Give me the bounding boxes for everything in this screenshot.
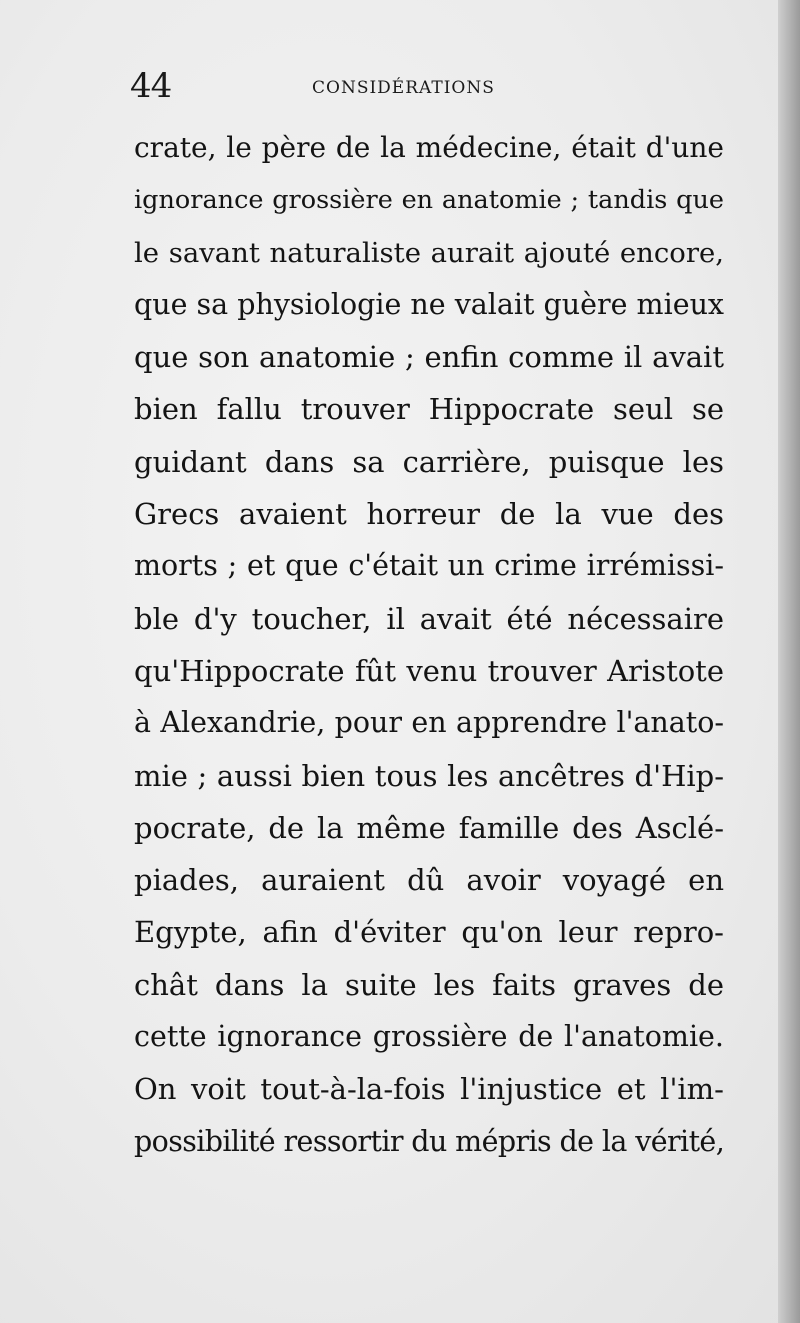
page-edge-shadow [778,0,800,1323]
text-line: piades, auraient dû avoir voyagé en [134,863,724,898]
body-text [134,122,724,1168]
text-line: morts ; et que c'était un crime irrémissi- [134,549,724,583]
text-line: ignorance grossière en anatomie ; tandis que [134,185,724,216]
running-head: CONSIDÉRATIONS [312,78,495,98]
text-line: que son anatomie ; enfin comme il avait [134,340,724,375]
text-line: que sa physiologie ne valait guère mieux [134,287,724,321]
text-line: le savant naturaliste aurait ajouté encore, [134,236,724,269]
text-line: guidant dans sa carrière, puisque les [134,444,724,479]
text-line: à Alexandrie, pour en apprendre l'anato- [134,706,724,740]
text-line: On voit tout-à-la-fois l'injustice et l'im- [134,1072,724,1107]
text-line: qu'Hippocrate fût venu trouver Aristote [134,653,724,688]
text-line: pocrate, de la même famille des Asclé- [134,810,724,845]
text-line: bien fallu trouver Hippocrate seul se [134,392,724,427]
text-line: Egypte, afin d'éviter qu'on leur repro- [134,915,724,950]
text-line: mie ; aussi bien tous les ancêtres d'Hip- [134,758,724,793]
page-number: 44 [130,66,172,106]
text-line: cette ignorance grossière de l'anatomie. [134,1020,724,1054]
text-line: ble d'y toucher, il avait été nécessaire [134,601,724,636]
text-line: possibilité ressortir du mépris de la vérité, [134,1124,725,1158]
page-header [130,66,730,110]
text-line: crate, le père de la médecine, était d'une [134,131,724,164]
text-line: Grecs avaient horreur de la vue des [134,497,724,532]
text-line: chât dans la suite les faits graves de [134,967,724,1002]
